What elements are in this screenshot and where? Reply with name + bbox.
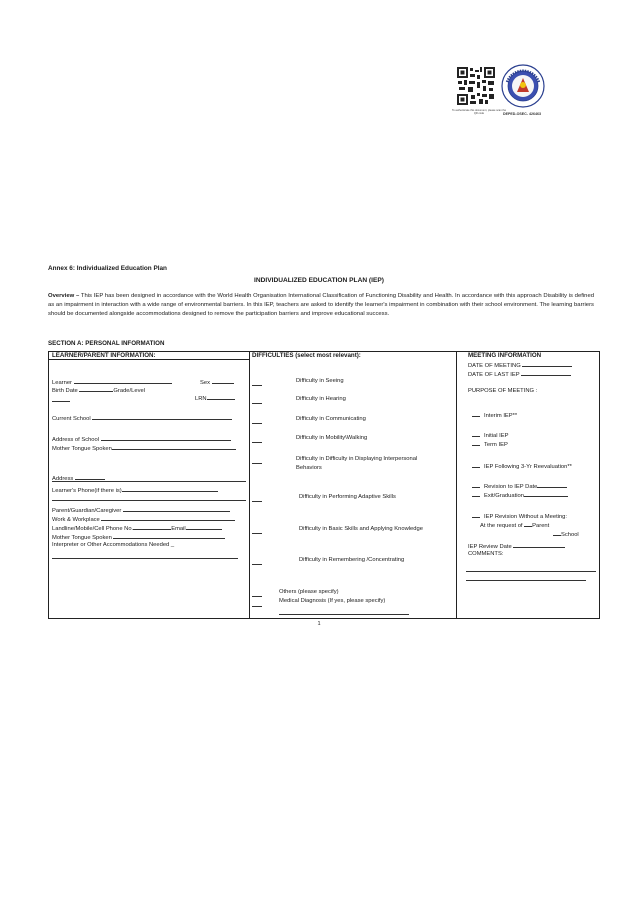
comments-label: COMMENTS: xyxy=(468,551,504,557)
birth-date-line[interactable] xyxy=(52,401,70,402)
address-rule xyxy=(52,481,246,482)
difficulty-hearing: Difficulty in Hearing xyxy=(296,396,346,402)
interpreter-field[interactable]: Interpreter or Other Accommodations Needed _ xyxy=(52,542,175,548)
checkbox-communicating[interactable] xyxy=(252,423,262,424)
difficulty-mobility: Difficulty in Mobility\Walking xyxy=(296,435,368,441)
column-divider xyxy=(249,351,250,619)
phone-rule xyxy=(52,500,246,501)
difficulty-interpersonal-cont: Behaviors xyxy=(296,465,322,471)
difficulty-medical: Medical Diagnosis (If yes, please specify) xyxy=(279,598,386,604)
annex-label: Annex 6: Individualized Education Plan xyxy=(48,265,167,272)
birth-date-field[interactable]: Birth Date Grade/Level xyxy=(52,388,145,394)
section-title: SECTION A: PERSONAL INFORMATION xyxy=(48,340,165,347)
purpose-label: PURPOSE OF MEETING : xyxy=(468,388,538,394)
overview-text: This IEP has been designed in accordance with the World Health Organisation International Classification of Functioning Disability and Health. In accordance with this approach Disability is defined as an impairment in interaction with a wide range of environmental barriers. In this IEP, teachers are asked to identify the learner's impairment in combination with their school environment. The learning barriers should be documented alongside accommodations designed to remove the participation barriers and improve educational success. xyxy=(48,293,594,317)
interpreter-rule xyxy=(52,558,238,559)
checkbox-adaptive[interactable] xyxy=(252,501,262,502)
checkbox-seeing[interactable] xyxy=(252,385,262,386)
checkbox-interpersonal[interactable] xyxy=(252,463,262,464)
difficulties-header: DIFFICULTIES (select most relevant): xyxy=(252,352,361,359)
sex-field[interactable]: Sex xyxy=(200,378,234,386)
deped-seal-icon xyxy=(501,64,545,108)
page-number: 1 xyxy=(317,621,321,627)
document-title: INDIVIDUALIZED EDUCATION PLAN (IEP) xyxy=(254,277,384,284)
checkbox-mobility[interactable] xyxy=(252,442,262,443)
overview-paragraph xyxy=(48,292,594,319)
overview-label: Overview – xyxy=(48,293,80,299)
checkbox-hearing[interactable] xyxy=(252,403,262,404)
revision-without-option[interactable]: IEP Revision Without a Meeting: xyxy=(472,512,567,520)
meeting-header: MEETING INFORMATION xyxy=(468,352,542,359)
checkbox-medical[interactable] xyxy=(252,606,262,607)
learner-field[interactable]: Learner xyxy=(52,378,172,386)
medical-specify-line[interactable] xyxy=(279,614,409,615)
review-date-field[interactable]: IEP Review Date xyxy=(468,542,565,550)
term-option[interactable]: Term IEP xyxy=(472,440,508,448)
difficulty-others: Others (please specify) xyxy=(279,589,339,595)
difficulty-interpersonal: Difficulty in Difficulty in Displaying Interpersonal xyxy=(296,456,418,462)
checkbox-others[interactable] xyxy=(252,596,262,597)
comments-line[interactable] xyxy=(466,571,596,572)
current-school-field[interactable]: Current School xyxy=(52,414,232,422)
date-meeting-field[interactable]: DATE OF MEETING xyxy=(468,361,572,369)
revision-option[interactable]: Revision to IEP Date xyxy=(472,482,567,490)
lrn-field[interactable]: LRN xyxy=(195,394,235,402)
parent-field[interactable]: Parent/Guardian/Caregiver xyxy=(52,506,230,514)
checkbox-remembering[interactable] xyxy=(252,564,262,565)
document-code: DEPED-OSEC- 426463 xyxy=(503,112,541,116)
difficulty-remembering: Difficulty in Remembering /Concentrating xyxy=(299,557,405,563)
learner-parent-header: LEARNER/PARENT INFORMATION: xyxy=(52,352,156,359)
mother-tongue-2-field[interactable]: Mother Tongue Spoken xyxy=(52,533,225,541)
exit-option[interactable]: Exit/Graduation xyxy=(472,491,568,499)
work-field[interactable]: Work & Workplace xyxy=(52,515,235,523)
difficulty-seeing: Difficulty in Seeing xyxy=(296,378,344,384)
interim-option[interactable]: Interim IEP** xyxy=(472,411,517,419)
difficulty-adaptive: Difficulty in Performing Adaptive Skills xyxy=(299,494,396,500)
header-rule xyxy=(48,359,249,360)
address-field[interactable]: Address xyxy=(52,474,105,482)
request-school[interactable]: School xyxy=(553,530,579,538)
difficulty-basic-skills: Difficulty in Basic Skills and Applying Knowledge xyxy=(299,526,423,532)
column-divider xyxy=(456,351,457,619)
date-last-iep-field[interactable]: DATE OF LAST IEP xyxy=(468,370,571,378)
mother-tongue-field[interactable]: Mother Tongue Spoken xyxy=(52,444,236,452)
difficulty-communicating: Difficulty in Communicating xyxy=(296,416,366,422)
checkbox-basic-skills[interactable] xyxy=(252,533,262,534)
landline-field[interactable]: Landline/Mobile/Cell Phone No. Email xyxy=(52,524,222,532)
qr-caption: To authenticate this document, please scan the QR code xyxy=(451,109,507,116)
request-of[interactable]: At the request of Parent xyxy=(480,523,550,529)
comments-line[interactable] xyxy=(466,580,586,581)
learner-phone-field[interactable]: Learner's Phone(if there is) xyxy=(52,486,218,494)
reevaluation-option[interactable]: IEP Following 3-Yr Reevaluation** xyxy=(472,462,572,470)
initial-option[interactable]: Initial IEP xyxy=(472,431,509,439)
qr-code xyxy=(456,66,496,106)
address-school-field[interactable]: Address of School xyxy=(52,435,231,443)
